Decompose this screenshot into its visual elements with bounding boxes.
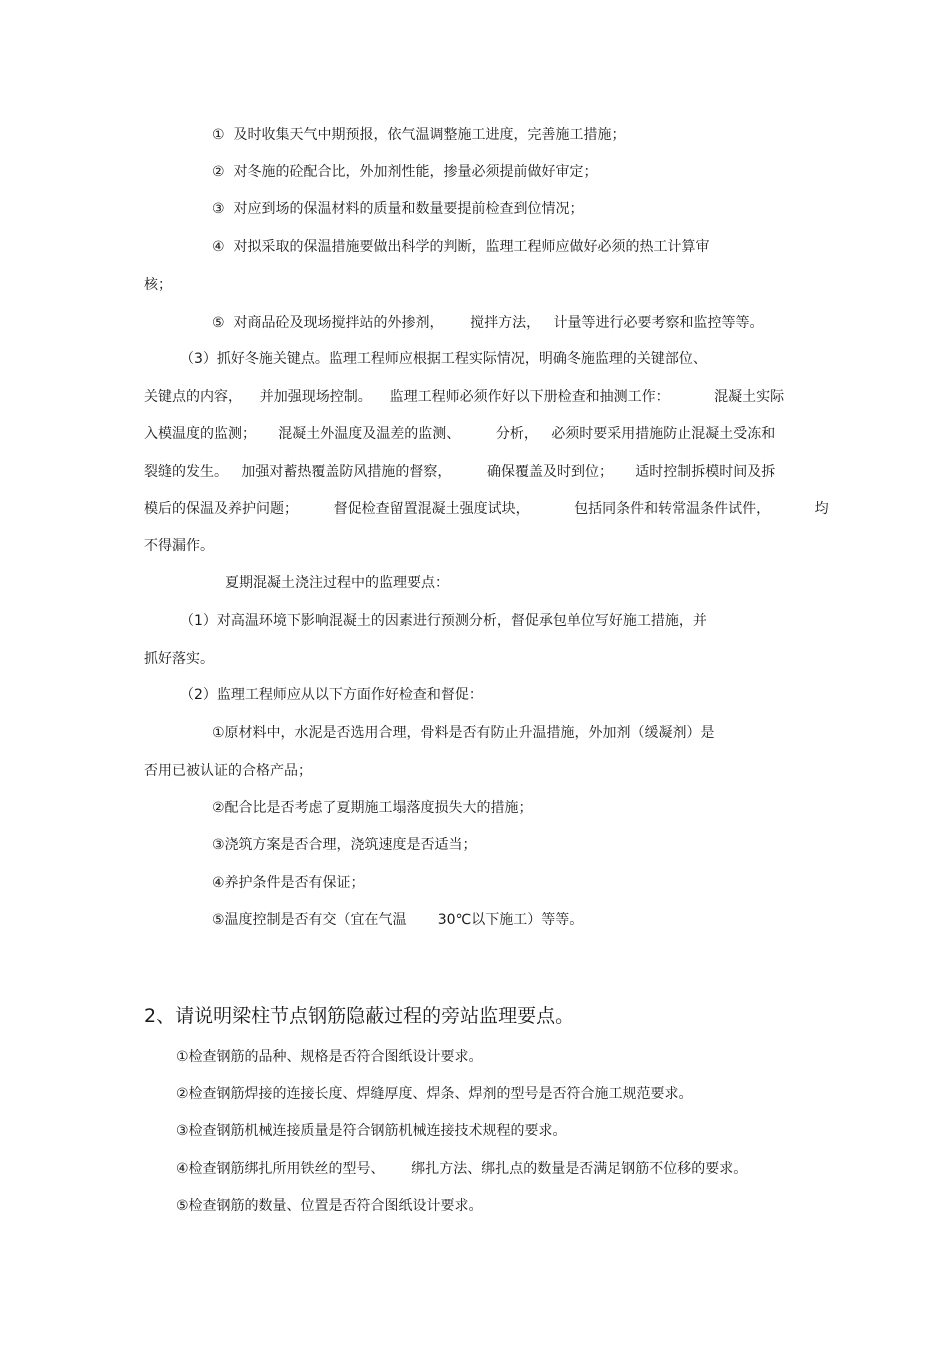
text-line: ④养护条件是否有保证；	[212, 875, 365, 891]
text-line: ③ 对应到场的保温材料的质量和数量要提前检查到位情况；	[212, 201, 584, 217]
text-line: ① 及时收集天气中期预报，依气温调整施工进度，完善施工措施；	[212, 127, 626, 143]
text-line: 入模温度的监测； 混凝土外温度及温差的监测、 分析， 必须时要采用措施防止混凝土受冻和	[144, 426, 776, 442]
list-item: ①检查钢筋的品种、规格是否符合图纸设计要求。	[176, 1049, 483, 1065]
text-line: ③浇筑方案是否合理，浇筑速度是否适当；	[212, 837, 477, 853]
list-item: ④检查钢筋绑扎所用铁丝的型号、 绑扎方法、绑扎点的数量是否满足钢筋不位移的要求。	[176, 1161, 748, 1177]
text-line: 否用已被认证的合格产品；	[144, 763, 312, 779]
section-heading: 2、请说明梁柱节点钢筋隐蔽过程的旁站监理要点。	[144, 1005, 575, 1027]
list-item: ②检查钢筋焊接的连接长度、焊缝厚度、焊条、焊剂的型号是否符合施工规范要求。	[176, 1086, 693, 1102]
text-line: 抓好落实。	[144, 651, 214, 667]
text-line: 关键点的内容， 并加强现场控制。 监理工程师必须作好以下册检查和抽测工作： 混凝土实际	[144, 389, 785, 405]
text-line: （3）抓好冬施关键点。监理工程师应根据工程实际情况，明确冬施监理的关键部位、	[180, 351, 707, 367]
text-line: （1）对高温环境下影响混凝土的因素进行预测分析，督促承包单位写好施工措施，并	[180, 613, 707, 629]
list-item: ⑤检查钢筋的数量、位置是否符合图纸设计要求。	[176, 1198, 483, 1214]
text-line: ②配合比是否考虑了夏期施工塌落度损失大的措施；	[212, 800, 533, 816]
text-line: ⑤温度控制是否有交（宜在气温 30℃以下施工）等等。	[212, 912, 584, 928]
list-item: ③检查钢筋机械连接质量是符合钢筋机械连接技术规程的要求。	[176, 1123, 567, 1139]
text-line: 裂缝的发生。 加强对蓄热覆盖防风措施的督察， 确保覆盖及时到位； 适时控制拆模时间及拆	[144, 464, 776, 480]
text-line: ② 对冬施的砼配合比，外加剂性能，掺量必须提前做好审定；	[212, 164, 598, 180]
text-line: 不得漏作。	[144, 538, 214, 554]
text-line: （2）监理工程师应从以下方面作好检查和督促：	[180, 687, 483, 703]
text-line: 核；	[144, 277, 172, 293]
text-line: ①原材料中，水泥是否选用合理，骨料是否有防止升温措施，外加剂（缓凝剂）是	[212, 725, 715, 741]
text-line: ④ 对拟采取的保温措施要做出科学的判断，监理工程师应做好必须的热工计算审	[212, 239, 710, 255]
text-line: ⑤ 对商品砼及现场搅拌站的外掺剂， 搅拌方法， 计量等进行必要考察和监控等等。	[212, 315, 764, 331]
text-line: 模后的保温及养护问题； 督促检查留置混凝土强度试块， 包括同条件和转常温条件试件， 均	[144, 501, 829, 517]
text-line: 夏期混凝土浇注过程中的监理要点：	[225, 575, 449, 591]
